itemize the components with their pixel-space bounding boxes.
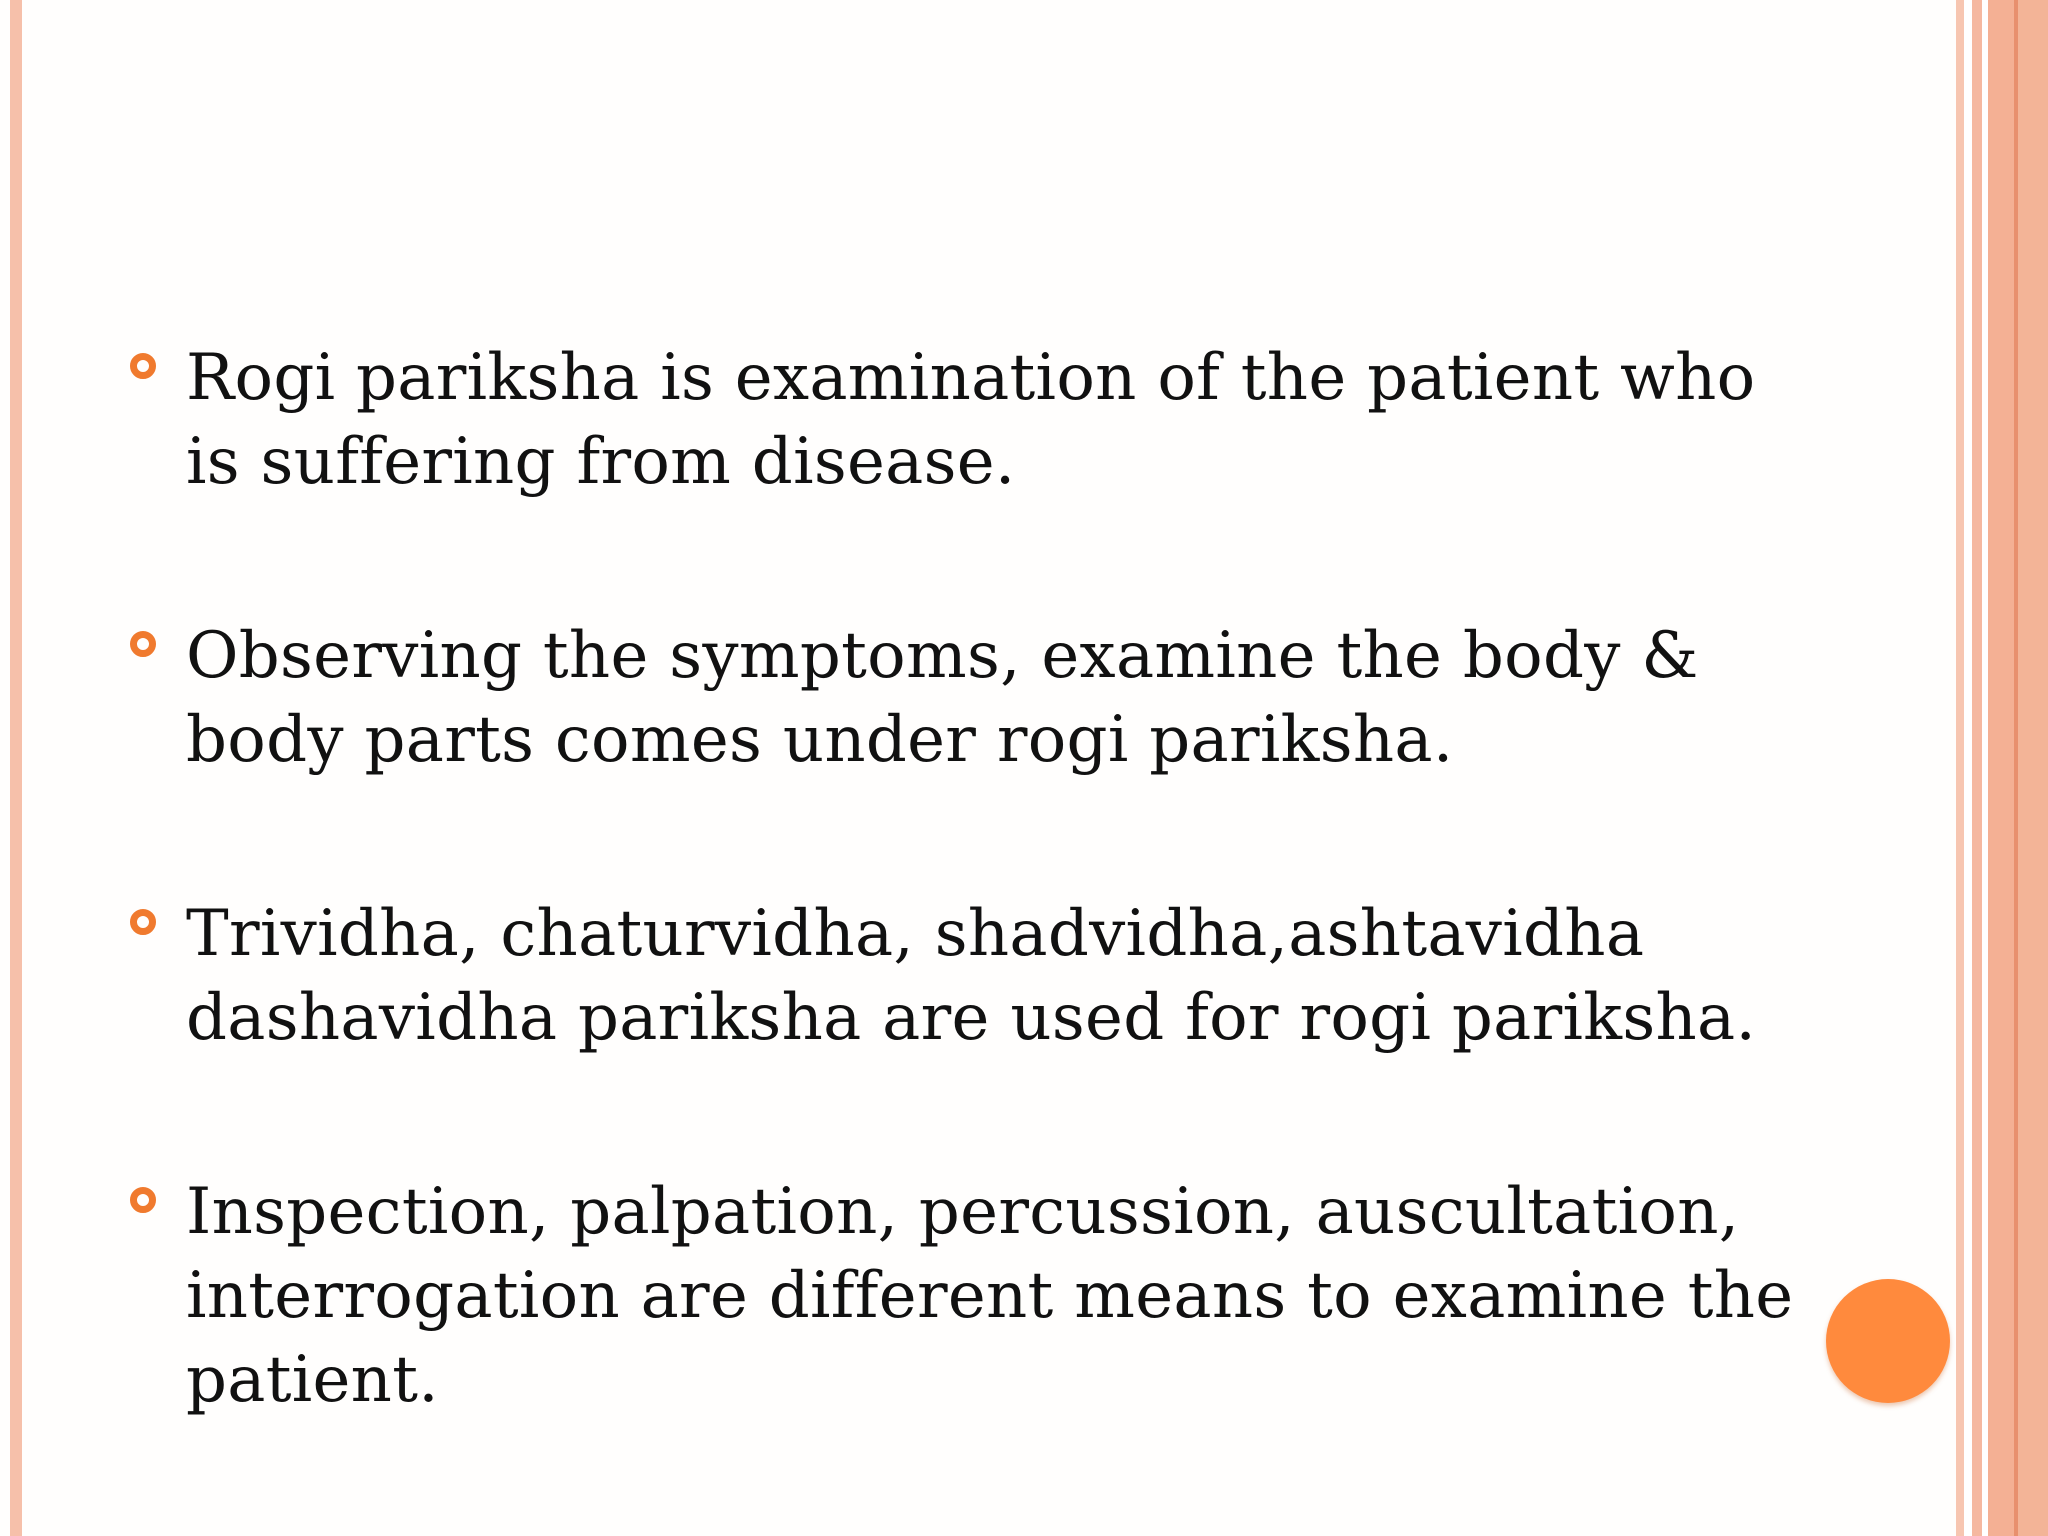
list-item xyxy=(130,892,1810,1060)
stripe xyxy=(1964,0,1972,1536)
hollow-circle-bullet-icon xyxy=(130,909,156,935)
left-border-bar xyxy=(10,0,22,1536)
hollow-circle-bullet-icon xyxy=(130,631,156,657)
stripe xyxy=(1988,0,2014,1536)
bullet-text: Rogi pariksha is examination of the patient who is suffering from disease. xyxy=(186,341,1756,499)
list-item xyxy=(130,1170,1810,1422)
hollow-circle-bullet-icon xyxy=(130,353,156,379)
list-item xyxy=(130,614,1810,782)
stripe xyxy=(1972,0,1982,1536)
orange-circle-decoration xyxy=(1826,1279,1950,1403)
hollow-circle-bullet-icon xyxy=(130,1187,156,1213)
bullet-list xyxy=(130,336,1810,1532)
right-border-stripes xyxy=(1956,0,2048,1536)
bullet-text: Inspection, palpation, percussion, auscultation, interrogation are different means to examine the patient. xyxy=(186,1175,1794,1417)
bullet-text: Trividha, chaturvidha, shadvidha,ashtavidha dashavidha pariksha are used for rogi pariksha. xyxy=(186,897,1757,1055)
list-item xyxy=(130,336,1810,504)
stripe xyxy=(2018,0,2048,1536)
stripe xyxy=(1956,0,1964,1536)
bullet-text: Observing the symptoms, examine the body & body parts comes under rogi pariksha. xyxy=(186,619,1699,777)
